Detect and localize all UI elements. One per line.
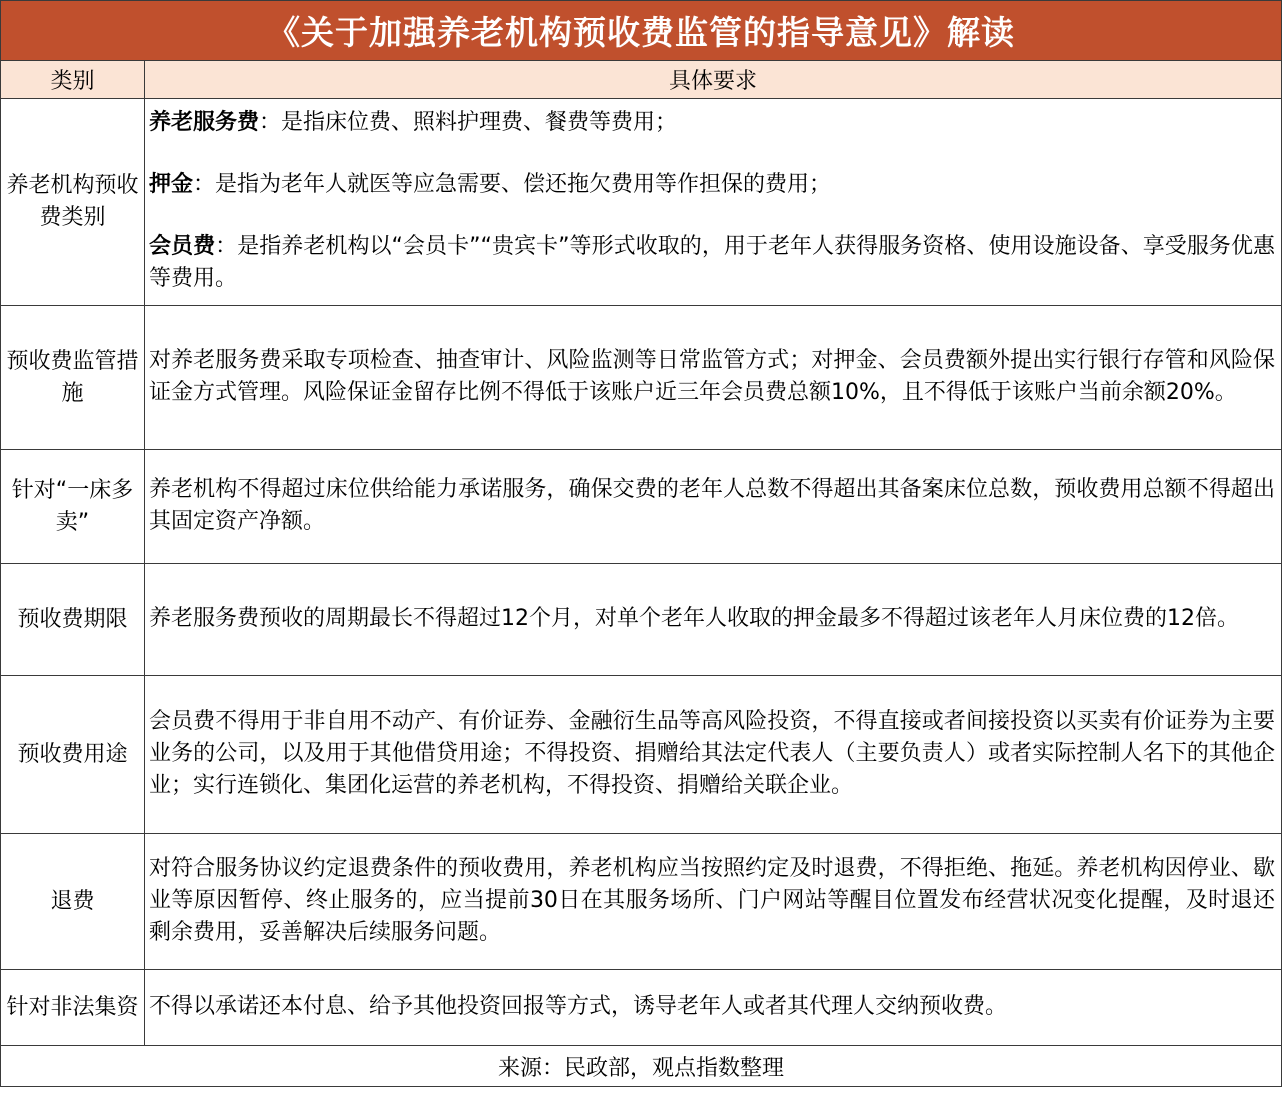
table-row — [1, 99, 1282, 306]
table-row — [1, 450, 1282, 564]
table-row — [1, 564, 1282, 676]
row-category: 预收费监管措施 — [1, 306, 145, 450]
row-requirement: 对养老服务费采取专项检查、抽查审计、风险监测等日常监管方式；对押金、会员费额外提出实行银行存管和风险保证金方式管理。风险保证金留存比例不得低于该账户近三年会员费总额10%，且不得低于该账户当前余额20%。 — [145, 306, 1282, 450]
fee-text: ：是指床位费、照料护理费、餐费等费用； — [259, 110, 678, 135]
fee-definition — [149, 169, 1275, 201]
row-requirement — [145, 99, 1282, 306]
fee-term: 会员费 — [149, 234, 216, 259]
table-row — [1, 834, 1282, 970]
row-requirement: 对符合服务协议约定退费条件的预收费用，养老机构应当按照约定及时退费，不得拒绝、拖延。养老机构因停业、歇业等原因暂停、终止服务的，应当提前30日在其服务场所、门户网站等醒目位置发布经营状况变化提醒，及时退还剩余费用，妥善解决后续服务问题。 — [145, 834, 1282, 970]
source-note: 来源：民政部，观点指数整理 — [1, 1046, 1282, 1087]
row-category: 预收费期限 — [1, 564, 145, 676]
source-row — [1, 1046, 1282, 1087]
fee-definition — [149, 231, 1275, 295]
fee-definition — [149, 107, 1275, 139]
row-requirement: 养老机构不得超过床位供给能力承诺服务，确保交费的老年人总数不得超出其备案床位总数，预收费用总额不得超出其固定资产净额。 — [145, 450, 1282, 564]
row-requirement: 会员费不得用于非自用不动产、有价证券、金融衍生品等高风险投资，不得直接或者间接投资以买卖有价证券为主要业务的公司，以及用于其他借贷用途；不得投资、捐赠给其法定代表人（主要负责人）或者实际控制人名下的其他企业；实行连锁化、集团化运营的养老机构，不得投资、捐赠给关联企业。 — [145, 676, 1282, 834]
fee-text: ：是指为老年人就医等应急需要、偿还拖欠费用等作担保的费用； — [193, 172, 832, 197]
fee-term: 押金 — [149, 172, 194, 197]
title-row — [1, 1, 1282, 61]
row-category: 预收费用途 — [1, 676, 145, 834]
table-title: 《关于加强养老机构预收费监管的指导意见》解读 — [1, 1, 1282, 61]
fee-text: ：是指养老机构以“会员卡”“贵宾卡”等形式收取的，用于老年人获得服务资格、使用设施设备、享受服务优惠等费用。 — [149, 234, 1275, 291]
table-row — [1, 676, 1282, 834]
table-row — [1, 970, 1282, 1046]
row-category: 退费 — [1, 834, 145, 970]
header-row — [1, 61, 1282, 99]
row-category: 养老机构预收费类别 — [1, 99, 145, 306]
row-requirement: 不得以承诺还本付息、给予其他投资回报等方式，诱导老年人或者其代理人交纳预收费。 — [145, 970, 1282, 1046]
row-category: 针对非法集资 — [1, 970, 145, 1046]
row-category: 针对“一床多卖” — [1, 450, 145, 564]
table-row — [1, 306, 1282, 450]
row-requirement: 养老服务费预收的周期最长不得超过12个月，对单个老年人收取的押金最多不得超过该老年人月床位费的12倍。 — [145, 564, 1282, 676]
fee-term: 养老服务费 — [149, 110, 260, 135]
header-category: 类别 — [1, 61, 145, 99]
header-requirements: 具体要求 — [145, 61, 1282, 99]
